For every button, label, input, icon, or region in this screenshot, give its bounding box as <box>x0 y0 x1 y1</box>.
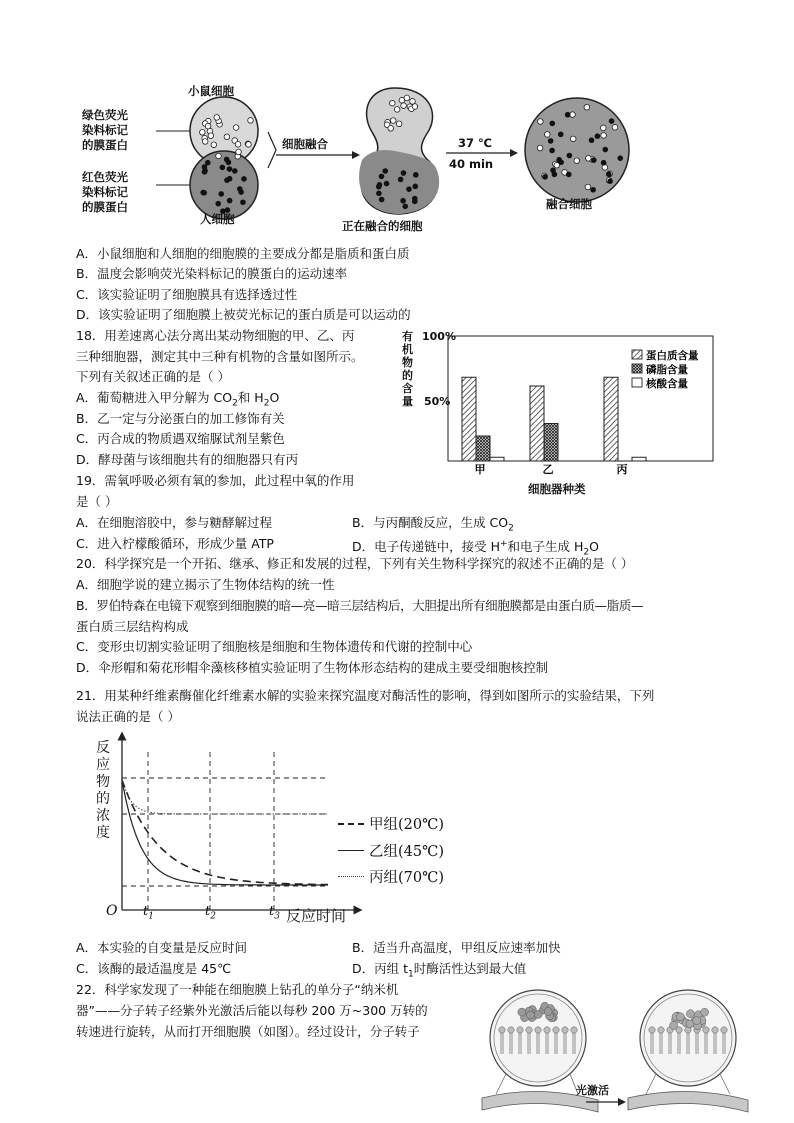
bar-乙-蛋白质含量 <box>530 386 544 461</box>
molecule-sphere <box>693 1017 701 1025</box>
protein-dot <box>542 174 548 180</box>
curve-45c <box>122 780 328 885</box>
protein-dot <box>379 197 385 203</box>
bar-category-label: 乙 <box>542 463 554 476</box>
protein-dot <box>549 148 555 154</box>
q21-option-c: C．该酶的最适温度是 45℃ <box>76 961 232 976</box>
bar-甲-磷脂含量 <box>476 436 490 461</box>
line-legend-label: 甲组(20℃) <box>369 817 444 833</box>
protein-dot <box>396 121 402 127</box>
protein-dot <box>400 198 406 204</box>
molecule-sphere <box>544 1008 552 1016</box>
protein-dot <box>376 184 382 190</box>
protein-dot <box>202 139 208 145</box>
protein-dot <box>566 172 572 178</box>
ylabel-char: 反 <box>96 740 110 756</box>
bar-ylabel <box>402 330 422 408</box>
protein-dot <box>216 153 222 159</box>
bar-乙-磷脂含量 <box>544 424 558 462</box>
protein-dot <box>236 149 242 155</box>
bar-category-label: 丙 <box>616 463 628 476</box>
protein-dot <box>412 104 418 110</box>
protein-dot <box>589 137 595 143</box>
q19-stem-1: 19．需氧呼吸必须有氧的参加，此过程中氧的作用 <box>76 473 355 488</box>
time-label: 40 min <box>449 157 494 171</box>
protein-dot <box>601 133 607 139</box>
nano-machine-figure <box>478 988 778 1123</box>
protein-dot <box>200 130 206 136</box>
q18-stem-1: 18．用差速离心法分离出某动物细胞的甲、乙、丙 <box>76 328 355 343</box>
xtick-label-t1: $t_1$ <box>143 904 154 922</box>
xtick-label-t3: $t_3$ <box>269 904 280 922</box>
protein-dot <box>401 170 407 176</box>
temp-label: 37 ℃ <box>458 136 492 150</box>
q19-option-c: C．进入柠檬酸循环，形成少量 ATP <box>76 536 274 551</box>
q19-option-a: A．在细胞溶胶中，参与糖酵解过程 <box>76 515 273 530</box>
q20-stem: 20．科学探究是一个开拓、继承、修正和发展的过程，下列有关生物科学探究的叙述不正确的是（ ） <box>76 556 634 571</box>
protein-dot <box>394 107 400 113</box>
ylabel-char: 物 <box>96 774 110 790</box>
q17-option-a: A．小鼠细胞和人细胞的细胞膜的主要成分都是脂质和蛋白质 <box>76 246 410 261</box>
line-legend-swatch <box>338 850 364 851</box>
molecule-sphere <box>676 1013 684 1021</box>
light-activation-label: 光激活 <box>576 1084 609 1097</box>
line-legend-swatch <box>338 823 364 825</box>
protein-dot <box>585 184 591 190</box>
protein-dot <box>202 168 208 174</box>
red-label: 红色荧光 染料标记 的膜蛋白 <box>82 170 128 214</box>
ylabel-char: 的 <box>402 369 413 382</box>
protein-dot <box>584 104 590 110</box>
lipid-head <box>499 1027 505 1033</box>
protein-dot <box>412 184 418 190</box>
line-legend-label: 丙组(70℃) <box>369 870 444 886</box>
lipid-head <box>508 1027 514 1033</box>
line-ylabel <box>96 740 116 842</box>
protein-dot <box>390 118 396 124</box>
q21-option-d: D．丙组 $t_1$时酶活性达到最大值 <box>352 961 527 980</box>
curve-20c <box>122 780 328 885</box>
protein-dot <box>607 178 613 184</box>
curve-70c <box>122 780 328 814</box>
protein-dot <box>248 118 254 124</box>
protein-dot <box>214 115 220 121</box>
fusing-cell-label: 正在融合的细胞 <box>342 219 423 233</box>
protein-dot <box>224 157 230 163</box>
protein-dot <box>233 125 239 131</box>
protein-dot <box>413 172 419 178</box>
q18-option-c: C．丙合成的物质遇双缩脲试剂呈紫色 <box>76 431 285 446</box>
bar-丙-蛋白质含量 <box>604 377 618 461</box>
lipid-head <box>571 1027 577 1033</box>
protein-dot <box>537 145 543 151</box>
protein-dot <box>565 112 571 118</box>
molecule-sphere <box>518 1008 526 1016</box>
q21-stem-1: 21．用某种纤维素酶催化纤维素水解的实验来探究温度对酶活性的影响，得到如图所示的实验结果，下列 <box>76 688 655 703</box>
protein-dot <box>238 189 244 195</box>
q19-option-d: D．电子传递链中，接受 H+和电子生成 $H_2O$ <box>352 539 599 558</box>
lipid-head <box>658 1027 664 1033</box>
q22-line-1: 22．科学家发现了一种能在细胞膜上钻孔的单分子“纳米机 <box>76 982 399 997</box>
line-xlabel: 反应时间 <box>286 907 347 925</box>
lipid-head <box>553 1027 559 1033</box>
bar-甲-核酸含量 <box>490 457 504 461</box>
legend-swatch <box>632 378 642 387</box>
human-cell-label: 人细胞 <box>200 212 235 226</box>
lipid-head <box>562 1027 568 1033</box>
protein-dot <box>586 156 592 162</box>
protein-dot <box>570 112 576 118</box>
q19-stem-2: 是（ ） <box>76 494 118 509</box>
legend-label: 蛋白质含量 <box>646 350 699 362</box>
xtick-label-t2: $t_2$ <box>205 904 216 922</box>
protein-dot <box>382 168 388 174</box>
green-label: 绿色荧光 染料标记 的膜蛋白 <box>82 108 128 152</box>
q17-option-b: B．温度会影响荧光染料标记的膜蛋白的运动速率 <box>76 266 348 281</box>
ylabel-char: 量 <box>402 395 413 408</box>
protein-dot <box>550 121 556 127</box>
q20-option-d: D．伞形帽和菊花形帽伞藻核移植实验证明了生物体形态结构的建成主要受细胞核控制 <box>76 660 549 675</box>
protein-dot <box>399 97 405 103</box>
protein-dot <box>218 191 224 197</box>
ylabel-char: 机 <box>402 343 413 356</box>
protein-dot <box>406 186 412 192</box>
ylabel-char: 的 <box>96 791 110 807</box>
protein-dot <box>567 153 573 159</box>
protein-dot <box>227 176 233 182</box>
legend-label: 磷脂含量 <box>646 364 688 376</box>
protein-dot <box>211 142 217 148</box>
bar-ytick-100: 100% <box>422 330 456 343</box>
protein-dot <box>544 132 550 138</box>
protein-dot <box>246 142 252 148</box>
protein-dot <box>241 176 247 182</box>
protein-dot <box>402 203 408 209</box>
protein-dot <box>612 124 618 130</box>
fused-cell-label: 融合细胞 <box>546 197 592 211</box>
protein-dot <box>556 157 562 163</box>
lipid-head <box>712 1027 718 1033</box>
protein-dot <box>227 166 233 172</box>
protein-dot <box>550 167 556 173</box>
origin-label: O <box>106 903 118 919</box>
q18-option-d: D．酵母菌与该细胞共有的细胞器只有丙 <box>76 452 299 467</box>
protein-dot <box>215 201 221 207</box>
bar-ytick-50: 50% <box>424 395 451 408</box>
protein-dot <box>388 126 394 132</box>
protein-dot <box>602 165 608 171</box>
lipid-head <box>649 1027 655 1033</box>
q18-stem-2: 三种细胞器，测定其中三种有机物的含量如图所示。 <box>76 349 364 364</box>
lipid-head <box>703 1027 709 1033</box>
legend-label: 核酸含量 <box>646 378 688 390</box>
molecule-sphere <box>701 1008 709 1016</box>
q20-option-a: A．细胞学说的建立揭示了生物体结构的统一性 <box>76 577 335 592</box>
q20-option-b-2: 蛋白质三层结构构成 <box>76 619 189 634</box>
q21-stem-2: 说法正确的是（ ） <box>76 709 180 724</box>
protein-dot <box>602 147 608 153</box>
q21-option-b: B．适当升高温度，甲组反应速率加快 <box>352 940 561 955</box>
q18-stem-3: 下列有关叙述正确的是（ ） <box>76 369 230 384</box>
ylabel-char: 度 <box>96 825 110 841</box>
protein-dot <box>384 181 390 187</box>
protein-dot <box>208 133 214 139</box>
fusion-label: 细胞融合 <box>282 137 328 151</box>
protein-dot <box>232 168 238 174</box>
protein-dot <box>595 133 601 139</box>
molecule-sphere <box>686 1010 694 1018</box>
q22-line-2: 器”——分子转子经紫外光激活后能以每秒 200 万~300 万转的 <box>76 1003 428 1018</box>
protein-dot <box>389 100 395 106</box>
bar-xlabel: 细胞器种类 <box>528 482 586 496</box>
q17-option-c: C．该实验证明了细胞膜具有选择透过性 <box>76 287 298 302</box>
mouse-cell-label: 小鼠细胞 <box>188 84 234 98</box>
protein-dot <box>609 118 615 124</box>
protein-dot <box>227 198 233 204</box>
protein-dot <box>410 99 416 105</box>
ylabel-char: 含 <box>402 382 413 395</box>
protein-dot <box>224 134 230 140</box>
organelle-bar-chart <box>400 330 720 490</box>
ylabel-char: 物 <box>402 356 413 369</box>
q18-option-b: B．乙一定与分泌蛋白的加工修饰有关 <box>76 411 285 426</box>
q17-option-d: D．该实验证明了细胞膜上被荧光标记的蛋白质是可以运动的 <box>76 307 411 322</box>
protein-dot <box>538 119 544 125</box>
q21-option-a: A．本实验的自变量是反应时间 <box>76 940 248 955</box>
lipid-head <box>544 1027 550 1033</box>
protein-dot <box>412 196 418 202</box>
legend-swatch <box>632 364 642 373</box>
protein-dot <box>558 132 564 138</box>
protein-dot <box>201 190 207 196</box>
bar-甲-蛋白质含量 <box>462 377 476 461</box>
ylabel-char: 浓 <box>96 808 110 824</box>
bar-丙-核酸含量 <box>632 457 646 461</box>
protein-dot <box>574 158 580 164</box>
lipid-head <box>535 1027 541 1033</box>
line-legend-swatch <box>338 876 364 877</box>
protein-dot <box>220 165 226 171</box>
protein-dot <box>591 157 597 163</box>
q19-option-b: B．与丙酮酸反应，生成 $CO_2$ <box>352 515 514 534</box>
protein-dot <box>548 138 554 144</box>
protein-dot <box>398 177 404 183</box>
protein-dot <box>205 123 211 129</box>
q22-line-3: 转速进行旋转，从而打开细胞膜（如图）。经过设计，分子转子 <box>76 1024 420 1039</box>
ylabel-char: 有 <box>402 330 413 343</box>
protein-dot <box>617 155 623 161</box>
protein-dot <box>401 103 407 109</box>
protein-dot <box>600 125 606 131</box>
protein-dot <box>235 141 241 147</box>
protein-dot <box>240 199 246 205</box>
protein-dot <box>570 136 576 142</box>
protein-dot <box>590 187 596 193</box>
ylabel-char: 应 <box>96 757 110 773</box>
q20-option-b-1: B．罗伯特森在电镜下观察到细胞膜的暗—亮—暗三层结构后，大胆提出所有细胞膜都是由蛋白质—脂质— <box>76 598 644 613</box>
line-legend-label: 乙组(45℃) <box>369 844 444 860</box>
protein-dot <box>379 174 385 180</box>
protein-dot <box>376 191 382 197</box>
protein-dot <box>606 171 612 177</box>
lipid-head <box>721 1027 727 1033</box>
lipid-head <box>526 1027 532 1033</box>
molecule-sphere <box>670 1021 678 1029</box>
bar-category-label: 甲 <box>474 463 486 476</box>
q18-option-a: A．葡萄糖进入甲分解为 $CO_2$和 $H_2O$ <box>76 390 280 409</box>
lipid-head <box>517 1027 523 1033</box>
q20-option-c: C．变形虫切割实验证明了细胞核是细胞和生物体遗传和代谢的控制中心 <box>76 639 473 654</box>
molecule-sphere <box>526 1011 534 1019</box>
molecule-sphere <box>534 1010 542 1018</box>
protein-dot <box>601 160 607 166</box>
legend-swatch <box>632 350 642 359</box>
